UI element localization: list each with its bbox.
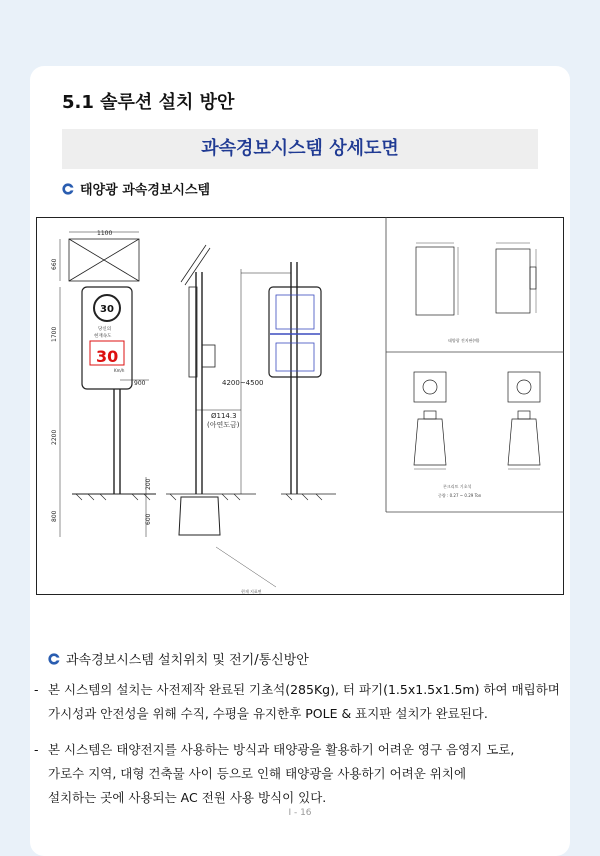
dim-height: 4200~4500 — [222, 379, 264, 387]
sign-text-1: 당신의 — [98, 327, 112, 332]
paragraph-2-line-1: 본 시스템은 태양전지를 사용하는 방식과 태양광을 활용하기 어려운 영구 음영지 도로, — [48, 742, 515, 757]
dash-marker: - — [34, 682, 39, 697]
paragraph-2-line-3: 설치하는 곳에 사용되는 AC 전원 사용 방식이 있다. — [48, 790, 327, 805]
subheading-solar — [62, 179, 210, 198]
dim-2200: 2200 — [51, 429, 58, 445]
c-bullet-icon — [48, 653, 60, 665]
section-title: 5.1 솔루션 설치 방안 — [62, 92, 235, 113]
pipe-note: (아연도금) — [207, 421, 240, 429]
page-number: I - 16 — [288, 808, 312, 818]
sign-unit: Km/h — [114, 368, 125, 373]
subheading-solar-label: 태양광 과속경보시스템 — [80, 183, 211, 198]
c-bullet-icon — [62, 183, 74, 195]
subheading-install — [48, 649, 309, 668]
sign-current-speed: 30 — [96, 347, 119, 366]
paragraph-1-line-1: 본 시스템의 설치는 사전제작 완료된 기초석(285Kg), 터 파기(1.5x1.5x1.5m) 하여 매립하며 — [48, 682, 560, 697]
dash-marker: - — [34, 742, 39, 757]
subheading-install-label: 과속경보시스템 설치위치 및 전기/통신방안 — [66, 653, 309, 668]
footing-caption: 콘크리트 기초석 — [443, 484, 472, 489]
paragraph-2-line-2: 가로수 지역, 대형 건축물 사이 등으로 인해 태양광을 사용하기 어려운 위치에 — [48, 766, 467, 781]
banner-title: 과속경보시스템 상세도면 — [62, 129, 538, 169]
paragraph-1 — [34, 678, 560, 726]
paragraph-2 — [34, 738, 514, 810]
dim-1700: 1700 — [51, 326, 58, 342]
dim-600: 600 — [145, 513, 152, 525]
dim-1100: 1100 — [97, 230, 113, 237]
panel-caption: 태양광 전지판(예) — [448, 338, 480, 343]
sign-speed-limit: 30 — [100, 304, 114, 315]
dim-800: 800 — [51, 510, 58, 522]
footing-spec: 중량 : 0.27 ~ 0.29 Ton — [438, 493, 482, 498]
dim-200: 200 — [145, 478, 152, 490]
sign-text-2: 현재속도 — [94, 334, 112, 339]
dim-pipe: Ø114.3 — [211, 412, 237, 420]
technical-drawing — [36, 217, 564, 595]
dim-900: 900 — [134, 380, 146, 387]
ground-note: 현재 지표면 — [241, 589, 262, 594]
dim-660: 660 — [51, 258, 58, 270]
paragraph-1-line-2: 가시성과 안전성을 위해 수직, 수평을 유지한후 POLE & 표지판 설치가 완료된다. — [48, 706, 488, 721]
